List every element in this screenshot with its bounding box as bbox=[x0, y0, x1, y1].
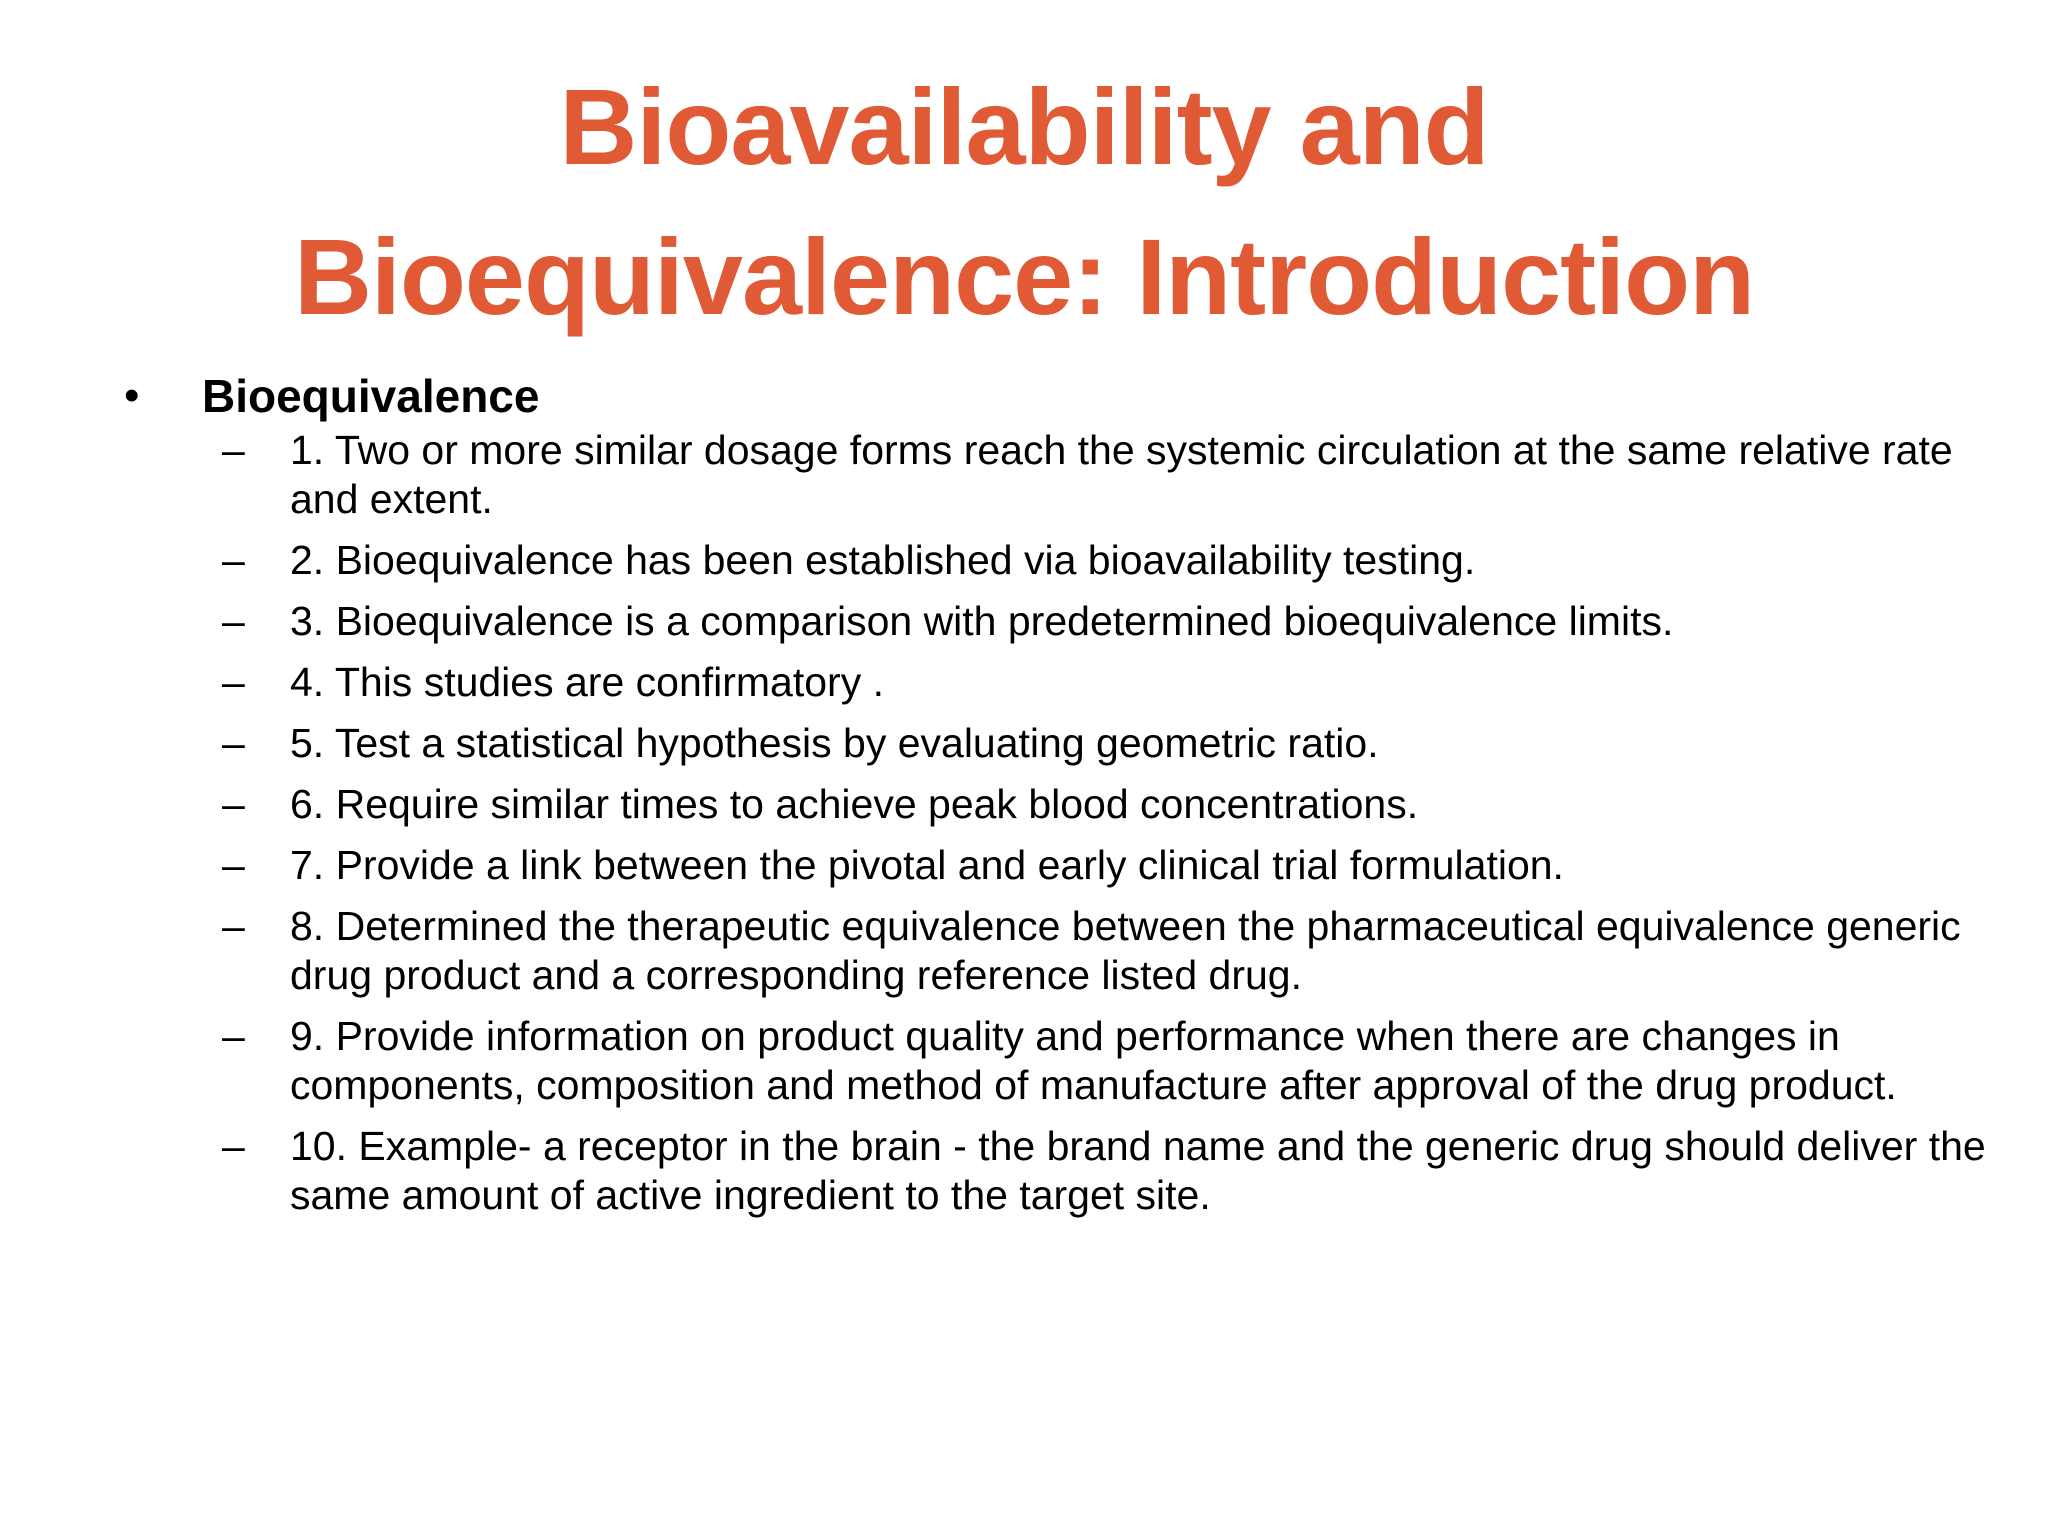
list-item-text: 2. Bioequivalence has been established via bioavailability testing. bbox=[290, 537, 1476, 583]
list-item-text: 7. Provide a link between the pivotal and early clinical trial formulation. bbox=[290, 842, 1564, 888]
bullet-dot-icon: • bbox=[124, 371, 140, 420]
list-item bbox=[120, 719, 2020, 768]
list-item-text: 9. Provide information on product quality and performance when there are changes in components, composition and method of manufacture after approval of the drug product. bbox=[290, 1013, 1897, 1108]
dash-icon: – bbox=[222, 659, 245, 705]
dash-icon: – bbox=[222, 903, 245, 949]
list-item-text: 8. Determined the therapeutic equivalence between the pharmaceutical equivalence generic drug product and a corresponding reference listed drug. bbox=[290, 903, 1961, 998]
bullet-item bbox=[120, 366, 2000, 426]
list-item bbox=[120, 536, 2020, 585]
list-item-text: 1. Two or more similar dosage forms reach the systemic circulation at the same relative rate and extent. bbox=[290, 427, 1953, 522]
list-item bbox=[120, 1122, 2020, 1220]
dash-icon: – bbox=[222, 537, 245, 583]
dash-icon: – bbox=[222, 427, 245, 473]
slide-title bbox=[0, 52, 2048, 352]
list-item bbox=[120, 1012, 2020, 1110]
dash-icon: – bbox=[222, 598, 245, 644]
dash-icon: – bbox=[222, 781, 245, 827]
sub-list bbox=[120, 426, 2000, 1220]
list-item-text: 5. Test a statistical hypothesis by evaluating geometric ratio. bbox=[290, 720, 1379, 766]
bullet-heading: Bioequivalence bbox=[202, 370, 540, 422]
list-item bbox=[120, 841, 2020, 890]
dash-icon: – bbox=[222, 1013, 245, 1059]
list-item-text: 3. Bioequivalence is a comparison with predetermined bioequivalence limits. bbox=[290, 598, 1674, 644]
list-item-text: 4. This studies are confirmatory . bbox=[290, 659, 884, 705]
list-item bbox=[120, 658, 2020, 707]
list-item bbox=[120, 597, 2020, 646]
slide-content bbox=[120, 366, 2000, 1232]
dash-icon: – bbox=[222, 720, 245, 766]
title-line-2: Bioequivalence: Introduction bbox=[293, 216, 1755, 337]
list-item bbox=[120, 426, 2020, 524]
list-item-text: 10. Example- a receptor in the brain - the brand name and the generic drug should deliver the same amount of active ingredient to the target site. bbox=[290, 1123, 1986, 1218]
list-item bbox=[120, 902, 2020, 1000]
dash-icon: – bbox=[222, 1123, 245, 1169]
dash-icon: – bbox=[222, 842, 245, 888]
list-item bbox=[120, 780, 2020, 829]
list-item-text: 6. Require similar times to achieve peak blood concentrations. bbox=[290, 781, 1419, 827]
title-line-1: Bioavailability and bbox=[559, 66, 1489, 187]
